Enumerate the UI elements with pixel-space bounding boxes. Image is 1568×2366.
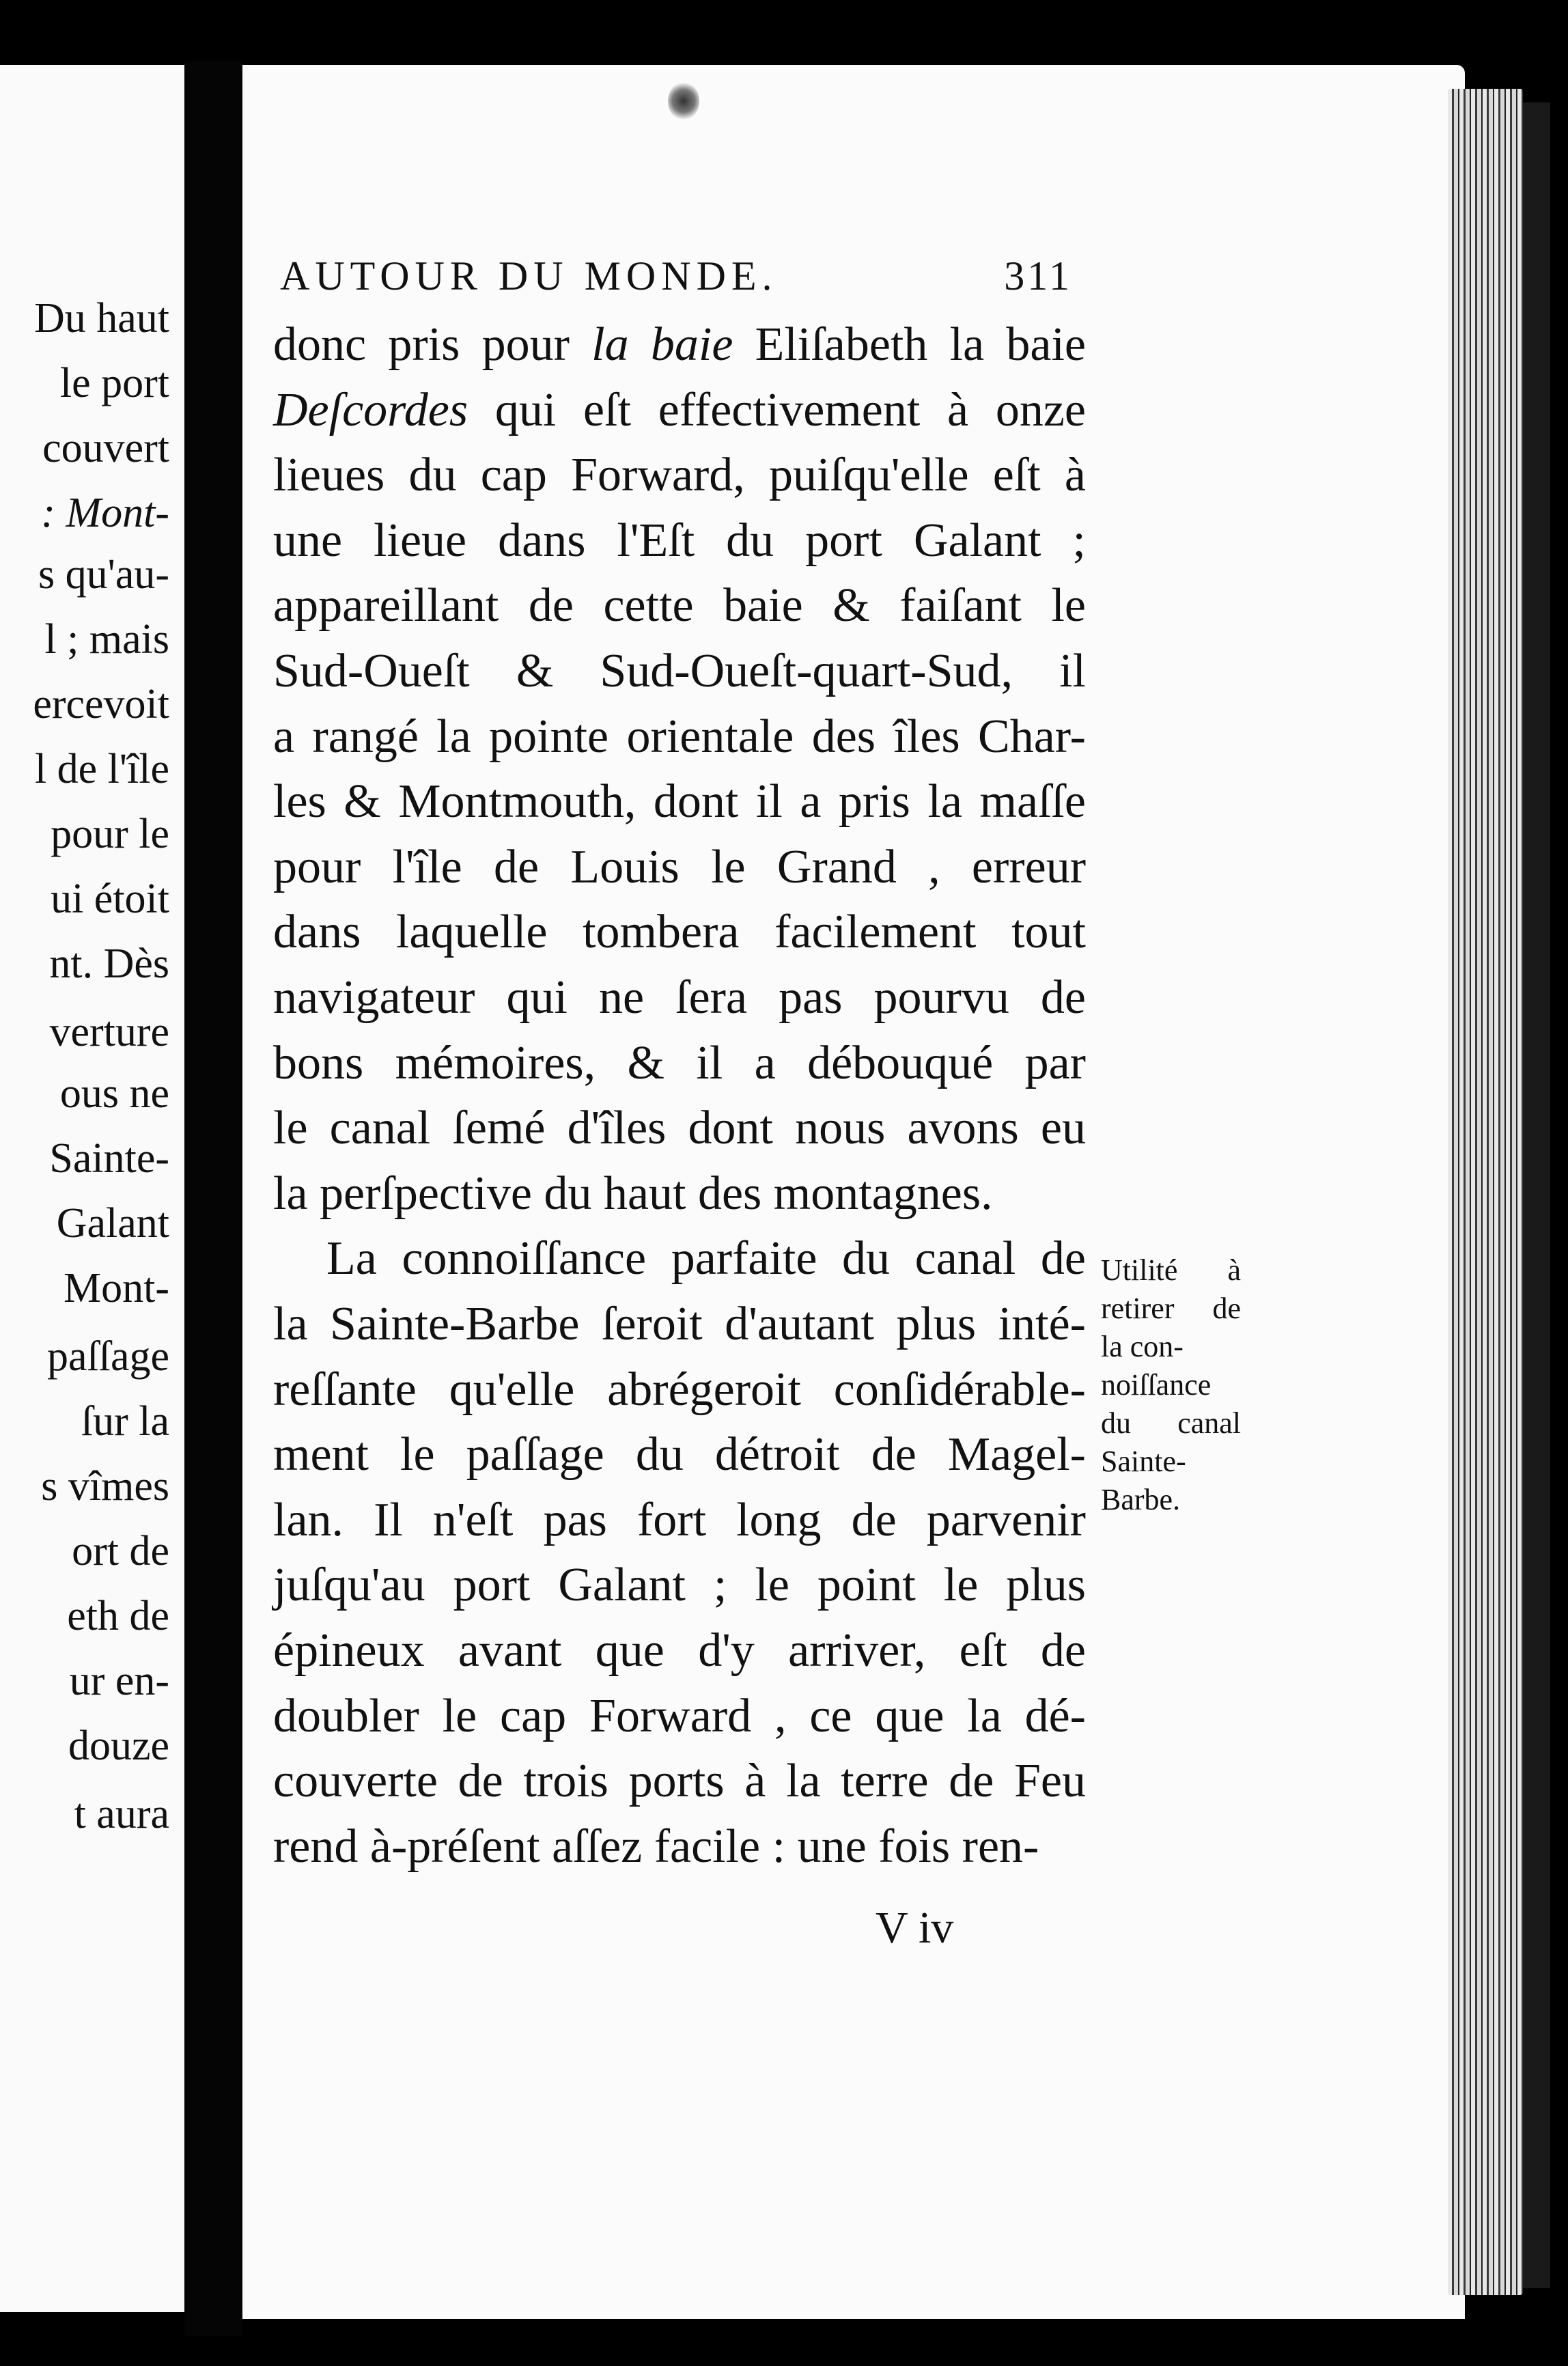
left-page-fragment: nt. Dès bbox=[49, 941, 169, 987]
body-line: lieues du cap Forward, puiſqu'elle eſt à bbox=[273, 449, 1086, 502]
body-line: dans laquelle tombera facilement tout bbox=[273, 906, 1086, 959]
left-page-fragment: eth de bbox=[67, 1593, 169, 1639]
body-line: juſqu'au port Galant ; le point le plus bbox=[273, 1559, 1086, 1612]
left-page-fragment: ui étoit bbox=[51, 876, 169, 922]
body-line: lan. Il n'eſt pas fort long de parvenir bbox=[273, 1493, 1086, 1546]
margin-note-line: retirer de bbox=[1101, 1292, 1241, 1325]
left-page-fragment: couvert bbox=[42, 425, 169, 471]
body-line: rend à-préſent aſſez facile : une fois ren- bbox=[273, 1820, 1039, 1873]
left-page-fragment: pour le bbox=[51, 811, 169, 857]
left-page-fragment: le port bbox=[59, 360, 169, 406]
body-line: appareillant de cette baie & faiſant le bbox=[273, 579, 1086, 632]
signature-mark: V iv bbox=[876, 1903, 954, 1953]
page-edges bbox=[1448, 89, 1523, 2295]
book-gutter bbox=[184, 61, 242, 2336]
ink-smudge bbox=[668, 82, 699, 120]
left-page-fragment: Galant bbox=[56, 1200, 169, 1247]
body-line: la perſpective du haut des montagnes. bbox=[273, 1167, 993, 1220]
left-page-fragment: verture bbox=[49, 1009, 169, 1055]
left-page-fragment: ur en- bbox=[69, 1658, 169, 1704]
running-head bbox=[280, 253, 1072, 300]
margin-note-line: noiſſance bbox=[1101, 1368, 1212, 1402]
left-page-fragment: l ; mais bbox=[44, 616, 169, 663]
margin-note-line: Barbe. bbox=[1101, 1483, 1181, 1516]
running-head-title: AUTOUR DU MONDE. bbox=[280, 253, 778, 298]
left-page-fragment: t aura bbox=[74, 1791, 169, 1837]
left-page-fragment: l de l'île bbox=[34, 746, 169, 792]
left-page-fragment: paſſage bbox=[46, 1333, 169, 1380]
body-line: reſſante qu'elle abrégeroit conſidérable- bbox=[273, 1363, 1086, 1416]
left-page-fragment: ſur la bbox=[81, 1398, 169, 1445]
page-edges-shadow bbox=[1523, 102, 1550, 2288]
margin-note-line: Utilité à bbox=[1101, 1253, 1241, 1287]
left-page-fragment: ercevoit bbox=[33, 681, 169, 727]
margin-note-line: du canal bbox=[1101, 1406, 1241, 1440]
body-line: a rangé la pointe orientale des îles Char- bbox=[273, 710, 1086, 763]
body-line: Sud-Oueſt & Sud-Oueſt-quart-Sud, il bbox=[273, 645, 1086, 697]
left-page-fragment: s vîmes bbox=[41, 1463, 169, 1509]
left-page bbox=[0, 65, 184, 2312]
body-line: doubler le cap Forward , ce que la dé- bbox=[273, 1689, 1086, 1742]
body-line: les & Montmouth, dont il a pris la maſſe bbox=[273, 775, 1086, 829]
left-page-fragment: ous ne bbox=[59, 1070, 169, 1117]
body-line: ment le paſſage du détroit de Magel- bbox=[273, 1428, 1086, 1481]
left-page-fragment: Du haut bbox=[33, 295, 169, 342]
left-page-fragment: s qu'au- bbox=[38, 551, 169, 598]
body-line: navigateur qui ne ſera pas pourvu de bbox=[273, 971, 1086, 1024]
body-line: le canal ſemé d'îles dont nous avons eu bbox=[273, 1102, 1086, 1155]
left-page-fragment: ort de bbox=[72, 1528, 169, 1574]
body-line: une lieue dans l'Eſt du port Galant ; bbox=[273, 514, 1086, 567]
body-line: épineux avant que d'y arriver, eſt de bbox=[273, 1624, 1086, 1677]
body-line: la Sainte-Barbe ſeroit d'autant plus inté- bbox=[273, 1298, 1086, 1350]
body-line: pour l'île de Louis le Grand , erreur bbox=[273, 840, 1086, 893]
left-page-fragment: Mont- bbox=[64, 1265, 169, 1311]
left-page-fragment: Sainte- bbox=[49, 1135, 169, 1182]
left-page-fragment: douze bbox=[68, 1723, 169, 1769]
body-line: La connoiſſance parfaite du canal de bbox=[326, 1232, 1086, 1285]
body-line: Deſcordes qui eſt effectivement à onze bbox=[273, 383, 1086, 436]
body-line: donc pris pour la baie Eliſabeth la baie bbox=[273, 318, 1086, 371]
page-number: 311 bbox=[1004, 253, 1072, 298]
margin-note-line: Sainte- bbox=[1101, 1445, 1186, 1478]
body-line: couverte de trois ports à la terre de Feu bbox=[273, 1755, 1086, 1808]
body-line: bons mémoires, & il a débouqué par bbox=[273, 1036, 1086, 1089]
margin-note-line: la con- bbox=[1101, 1330, 1184, 1363]
left-page-fragment: : Mont- bbox=[41, 490, 169, 536]
